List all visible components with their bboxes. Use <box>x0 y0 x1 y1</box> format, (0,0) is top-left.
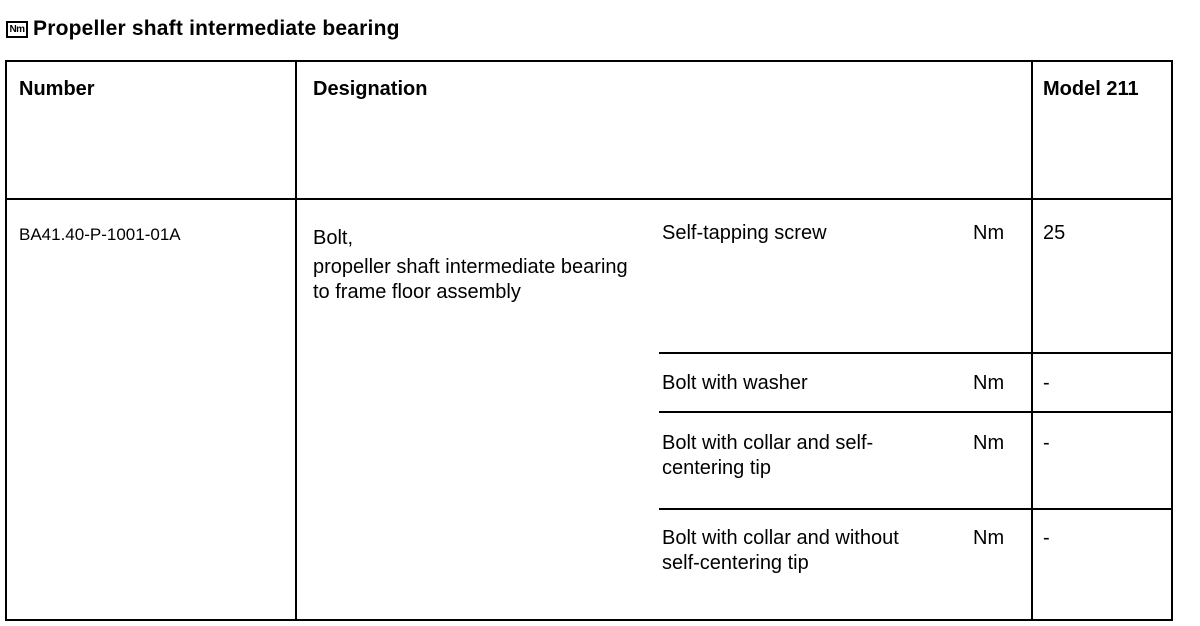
variant-label: Bolt with collar and without self-centering tip <box>662 527 899 574</box>
variant-divider <box>659 352 1171 354</box>
column-header-designation: Designation <box>313 78 428 100</box>
torque-value: - <box>1043 527 1050 549</box>
designation-title: Bolt, <box>313 227 354 249</box>
variant-label: Self-tapping screw <box>662 222 827 244</box>
variant-divider <box>659 508 1171 510</box>
column-divider <box>1031 62 1033 619</box>
torque-nm-icon: Nm <box>6 21 28 38</box>
variant-unit: Nm <box>973 222 1005 244</box>
variant-unit: Nm <box>973 372 1005 394</box>
header-divider <box>7 198 1171 200</box>
column-divider <box>295 62 297 619</box>
torque-value: - <box>1043 432 1050 454</box>
column-header-model: Model 211 <box>1043 78 1139 100</box>
column-header-number: Number <box>19 78 95 100</box>
part-number: BA41.40-P-1001-01A <box>19 225 181 244</box>
designation-description: propeller shaft intermediate bearing to frame floor assembly <box>313 256 628 303</box>
variant-divider <box>659 411 1171 413</box>
variant-unit: Nm <box>973 432 1005 454</box>
torque-value: 25 <box>1043 222 1066 244</box>
torque-value: - <box>1043 372 1050 394</box>
variant-label: Bolt with collar and self-centering tip <box>662 432 874 479</box>
section-heading <box>6 14 400 44</box>
page-title: Propeller shaft intermediate bearing <box>33 17 400 40</box>
variant-label: Bolt with washer <box>662 372 808 394</box>
torque-table <box>5 60 1173 621</box>
variant-unit: Nm <box>973 527 1005 549</box>
